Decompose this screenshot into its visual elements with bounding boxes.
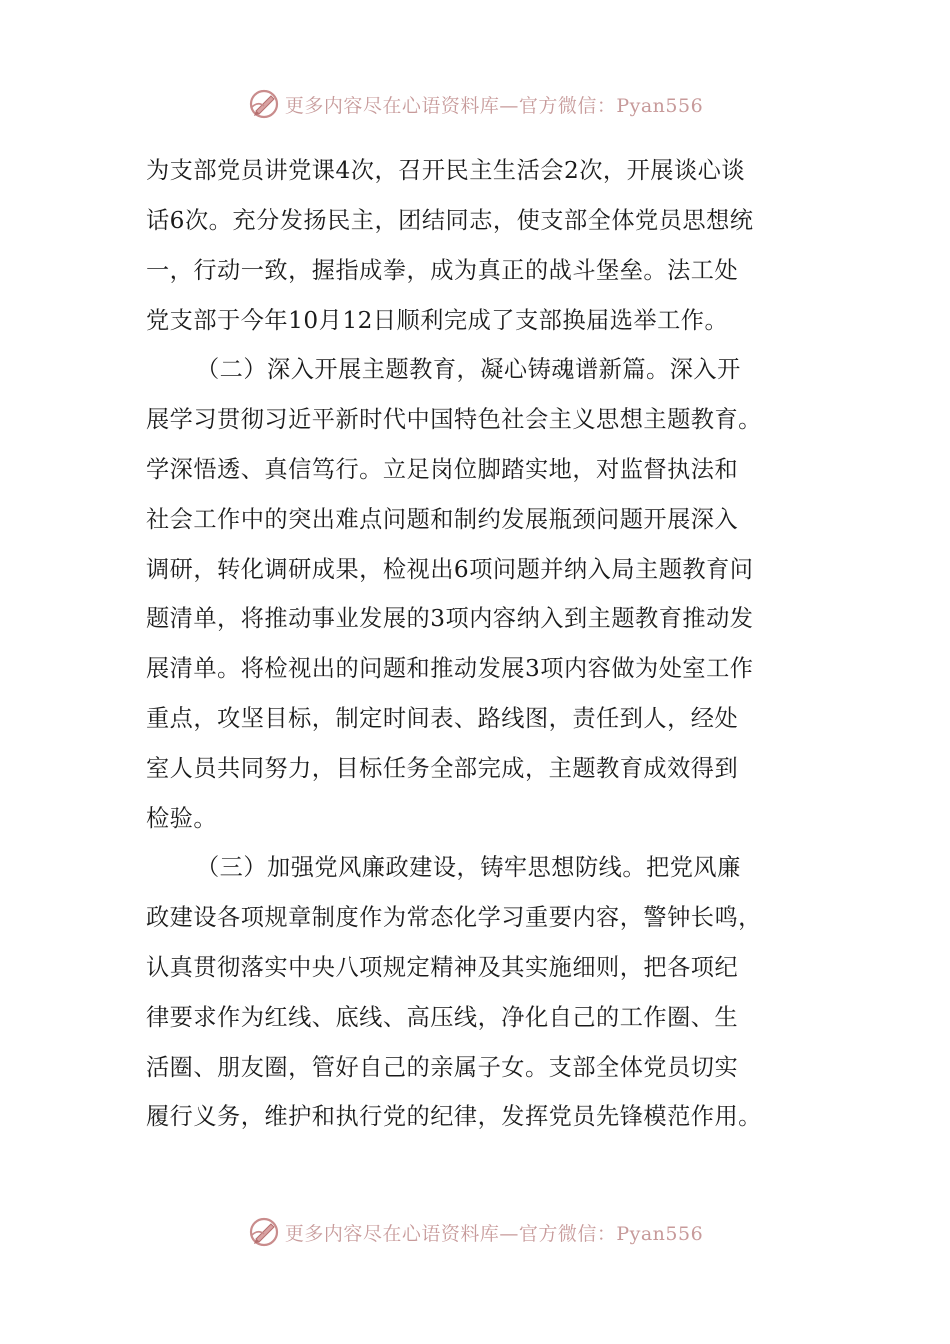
watermark-text: 更多内容尽在心语资料库—官方微信：Pyan556 — [284, 1222, 704, 1245]
pen-logo-icon — [247, 87, 281, 121]
watermark-text: 更多内容尽在心语资料库—官方微信：Pyan556 — [284, 94, 704, 117]
body-line-10: 题清单，将推动事业发展的3项内容纳入到主题教育推动发 — [146, 605, 754, 632]
body-line-17: 认真贯彻落实中央八项规定精神及其实施细则，把各项纪 — [146, 954, 739, 981]
body-line-4: 党支部于今年10月12日顺利完成了支部换届选举工作。 — [146, 307, 729, 334]
body-line-20: 履行义务，维护和执行党的纪律，发挥党员先锋模范作用。 — [146, 1103, 762, 1130]
footer-watermark — [0, 1212, 950, 1252]
body-line-9: 调研，转化调研成果，检视出6项问题并纳入局主题教育问 — [146, 556, 754, 583]
body-line-19: 活圈、朋友圈，管好自己的亲属子女。支部全体党员切实 — [146, 1054, 739, 1081]
section-2-heading-line: （二）深入开展主题教育，凝心铸魂谱新篇。深入开 — [196, 356, 741, 383]
pen-logo-icon — [247, 1215, 281, 1249]
body-line-13: 室人员共同努力，目标任务全部完成，主题教育成效得到 — [146, 755, 739, 782]
body-line-2: 话6次。充分发扬民主，团结同志，使支部全体党员思想统 — [146, 207, 754, 234]
body-line-7: 学深悟透、真信笃行。立足岗位脚踏实地，对监督执法和 — [146, 456, 739, 483]
body-line-16: 政建设各项规章制度作为常态化学习重要内容，警钟长鸣， — [146, 904, 762, 931]
header-watermark — [0, 84, 950, 124]
body-line-3: 一，行动一致，握指成拳，成为真正的战斗堡垒。法工处 — [146, 257, 739, 284]
body-line-12: 重点，攻坚目标，制定时间表、路线图，责任到人，经处 — [146, 705, 739, 732]
section-3-heading-line: （三）加强党风廉政建设，铸牢思想防线。把党风廉 — [196, 854, 741, 881]
body-line-11: 展清单。将检视出的问题和推动发展3项内容做为处室工作 — [146, 655, 754, 682]
body-line-6: 展学习贯彻习近平新时代中国特色社会主义思想主题教育。 — [146, 406, 762, 433]
body-line-14: 检验。 — [146, 805, 218, 832]
body-line-8: 社会工作中的突出难点问题和制约发展瓶颈问题开展深入 — [146, 506, 739, 533]
body-line-18: 律要求作为红线、底线、高压线，净化自己的工作圈、生 — [146, 1004, 739, 1031]
body-line-1: 为支部党员讲党课4次，召开民主生活会2次，开展谈心谈 — [146, 157, 746, 184]
